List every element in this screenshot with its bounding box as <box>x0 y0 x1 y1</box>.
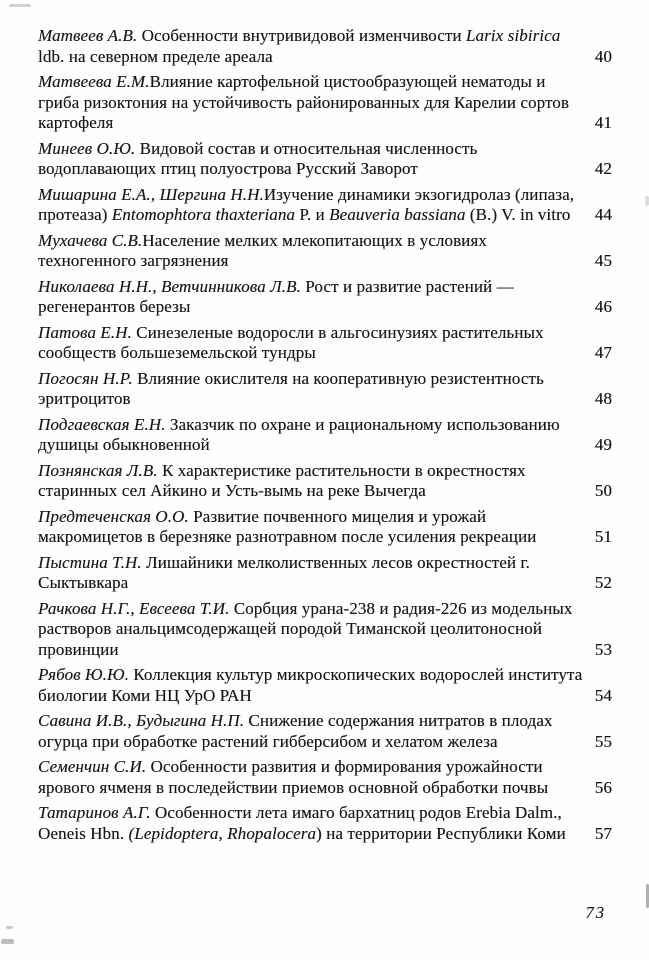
toc-entry <box>38 26 612 67</box>
toc-entry-title-segment: Р. и <box>295 205 330 224</box>
toc-entry <box>38 415 612 456</box>
footer-page-number: 73 <box>585 903 606 922</box>
toc-entry-page-number: 54 <box>594 685 612 705</box>
toc-entry-italic-segment: Мишарина Е.А., Шергина Н.Н. <box>38 184 264 204</box>
toc-entry-page-number: 40 <box>594 46 612 66</box>
toc-entry-italic-segment: Пыстина Т.Н. <box>38 552 142 572</box>
toc-entry <box>38 507 612 548</box>
toc-entry <box>38 139 612 180</box>
toc-entry-title-segment: Влияние картофельной цистообразующей нематоды и гриба ризоктония на устойчивость районированных для Карелии сортов картофеля <box>38 72 569 132</box>
toc-entry <box>38 757 612 798</box>
toc-entry-title-segment: Население мелких млекопитающих в условиях техногенного загрязнения <box>38 230 487 270</box>
toc-entry <box>38 553 612 594</box>
toc-entry-italic-segment: Минеев О.Ю. <box>38 138 136 158</box>
toc-entry-title-segment: Заказчик по охране и рациональному использованию душицы обыкновенной <box>38 414 560 454</box>
toc-entry-title-segment: Особенности внутривидовой изменчивости <box>137 26 466 45</box>
toc-entry-page-number: 46 <box>594 297 612 316</box>
toc-entry-text <box>38 415 593 456</box>
toc-entry <box>38 665 612 706</box>
toc-entry-title-segment: Снижение содержания нитратов в плодах огурца при обработке растений гибберсибом и хелатом железа <box>38 711 553 751</box>
toc-entry-text <box>38 803 593 844</box>
toc-entry-page-number: 41 <box>594 113 612 132</box>
toc-entry-text <box>38 139 593 180</box>
toc-entry-title-segment: Особенности развития и формирования урожайности ярового ячменя в последействии приемов основной обработки почвы <box>38 757 549 797</box>
toc-entry-text <box>38 185 593 226</box>
toc-entry-italic-segment: Подгаевская Е.Н. <box>38 414 166 434</box>
toc-entry-title-segment: Сорбция урана-238 и радия-226 из модельных растворов анальцимсодержащей породой Тиманской цеолитоносной провинции <box>38 598 573 659</box>
toc-entry-italic-segment: Матвеев А.В. <box>38 26 138 45</box>
toc-entry-text <box>38 323 593 364</box>
toc-entry-title-segment: Изучение динамики экзогидролаз (липаза, протеаза) <box>38 184 575 224</box>
toc-entry-title-segment: ldb. на северном пределе ареала <box>38 46 273 66</box>
toc-entry-text <box>38 369 593 410</box>
toc-entry-page-number: 49 <box>594 435 612 454</box>
toc-entry-page-number: 50 <box>594 481 612 500</box>
scan-artifact <box>9 4 31 7</box>
toc-entry-page-number: 55 <box>594 731 612 751</box>
toc-entry-title-segment: Синезеленые водоросли в альгосинузиях растительных сообществ большеземельской тундры <box>38 322 544 362</box>
toc-entry-page-number: 53 <box>594 639 612 659</box>
toc-entry-title-segment: Видовой состав и относительная численность водоплавающих птиц полуострова Русский Заворот <box>38 138 478 178</box>
toc-entry-page-number: 42 <box>594 159 612 178</box>
toc-entry-page-number: 56 <box>594 777 612 797</box>
toc-entry-title-segment: Влияние окислителя на кооперативную резистентность эритроцитов <box>38 368 544 408</box>
toc-entry-text <box>38 757 593 798</box>
toc-entry-italic-segment: Познянская Л.В. <box>38 460 158 480</box>
toc-entry-italic-segment: Семенчин С.И. <box>38 757 147 776</box>
toc-entry-text <box>38 231 593 272</box>
toc-entry <box>38 711 612 752</box>
toc-entry-title-segment: (В.) V. in vitro <box>465 205 571 224</box>
toc-entry-italic-segment: Погосян Н.Р. <box>38 368 133 388</box>
toc-entry <box>38 72 612 134</box>
toc-entry <box>38 461 612 502</box>
toc-entry-text <box>38 711 593 752</box>
toc-entry-italic-segment: Beauveria bassiana <box>329 205 466 224</box>
toc-entry <box>38 599 612 661</box>
toc-entry <box>38 803 612 844</box>
scan-artifact <box>645 196 649 206</box>
toc-entry-italic-segment: Матвеева Е.М. <box>38 72 150 91</box>
toc-entry-title-segment: Коллекция культур микроскопических водорослей института биологии Коми НЦ УрО РАН <box>38 665 583 705</box>
toc-entry-italic-segment: Рачкова Н.Г., Евсеева Т.И. <box>38 598 230 618</box>
toc-entry-text <box>38 665 593 706</box>
toc-entry-title-segment: ) на территории Республики Коми <box>316 823 566 843</box>
toc-entry-text <box>38 599 593 661</box>
toc-entry-title-segment: Рост и развитие растений — регенерантов березы <box>38 276 514 316</box>
toc-entry-italic-segment: Рябов Ю.Ю. <box>38 665 129 684</box>
toc-entry-page-number: 48 <box>594 389 612 408</box>
toc-entry <box>38 369 612 410</box>
toc-entry-text <box>38 507 593 548</box>
toc-entry-italic-segment: Предтеченская О.О. <box>38 506 189 526</box>
toc-entry-italic-segment: Larix sibirica <box>465 26 561 45</box>
toc-entry-text <box>38 553 593 594</box>
toc-list <box>38 26 612 849</box>
toc-entry-title-segment: Развитие почвенного мицелия и урожай макромицетов в березняке разнотравном после усиления рекреации <box>38 506 537 546</box>
toc-entry-italic-segment: Татаринов А.Г. <box>38 803 151 822</box>
toc-entry <box>38 185 612 226</box>
toc-entry-page-number: 47 <box>594 343 612 362</box>
toc-entry-title-segment: Особенности лета имаго бархатниц родов Erebia Dalm., Oeneis Hbn. <box>38 803 562 843</box>
toc-entry-italic-segment: Патова Е.Н. <box>38 322 132 342</box>
toc-entry-italic-segment: (Lepidoptera, Rhopalocera <box>128 823 317 843</box>
toc-entry-title-segment: К характеристике растительности в окрестностях старинных сел Айкино и Усть-вымь на реке Вычегда <box>38 460 526 500</box>
toc-entry-italic-segment: Николаева Н.Н., Ветчинникова Л.В. <box>38 276 301 296</box>
toc-entry-page-number: 44 <box>594 205 612 224</box>
toc-entry-title-segment: Лишайники мелколиственных лесов окрестностей г. Сыктывкара <box>38 552 530 592</box>
toc-entry-text <box>38 26 593 67</box>
toc-entry-italic-segment: Entomophtora thaxteriana <box>111 205 296 224</box>
scan-artifact <box>6 926 13 929</box>
toc-entry-page-number: 52 <box>594 573 612 592</box>
toc-entry <box>38 323 612 364</box>
toc-entry-text <box>38 277 593 318</box>
toc-entry-page-number: 57 <box>594 823 612 843</box>
toc-entry-italic-segment: Мухачева С.В. <box>38 230 143 250</box>
toc-entry-text <box>38 72 593 134</box>
toc-entry-text <box>38 461 593 502</box>
toc-entry-page-number: 51 <box>594 527 612 546</box>
toc-entry-italic-segment: Савина И.В., Будыгина Н.П. <box>38 711 245 730</box>
toc-entry <box>38 231 612 272</box>
toc-entry <box>38 277 612 318</box>
scan-artifact <box>1 939 14 944</box>
toc-entry-page-number: 45 <box>594 251 612 270</box>
